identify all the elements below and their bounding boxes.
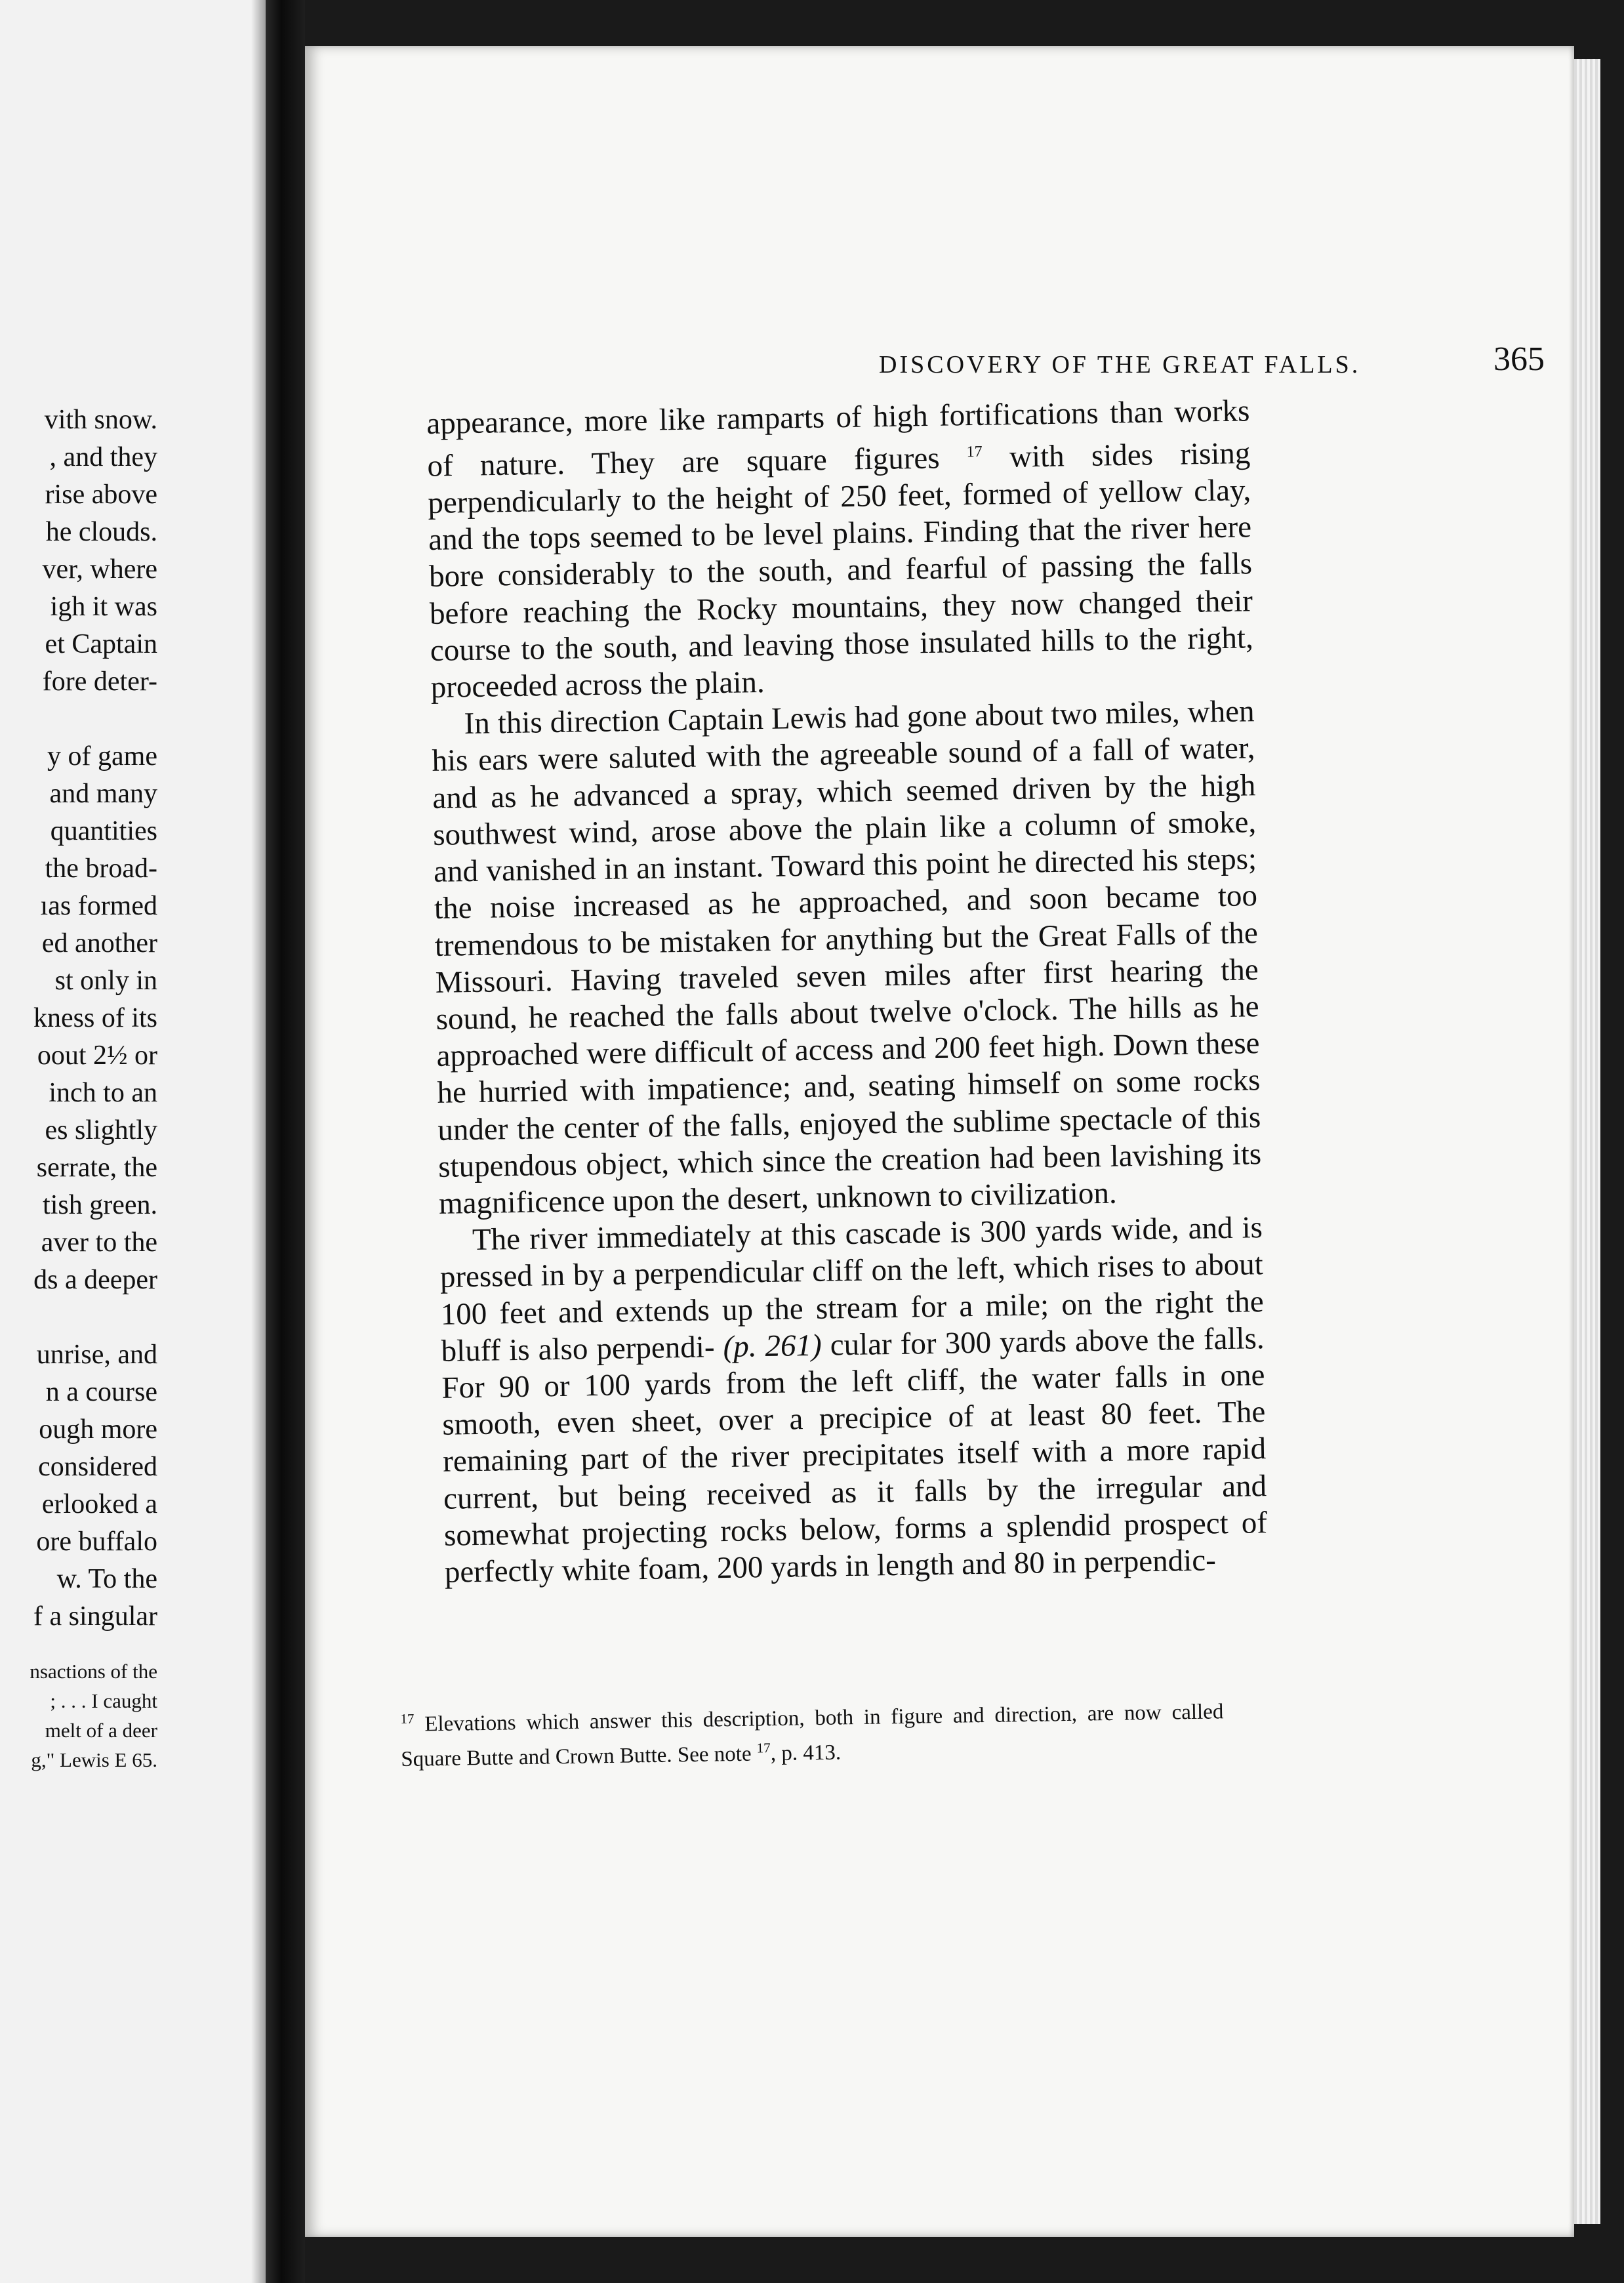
left-line: f a singular [33, 1601, 157, 1632]
left-line: n a course [45, 1377, 157, 1407]
paragraph-1-start: appearance, more like ramparts of high fortifications than works of nature. They are square figures [426, 394, 1250, 483]
right-page [305, 46, 1574, 2237]
left-line: erlooked a [41, 1489, 157, 1519]
running-head [590, 340, 1545, 392]
left-line: tish green. [43, 1190, 157, 1220]
paragraph-3 [439, 1209, 1269, 1591]
body-text [426, 392, 1268, 1591]
left-line: oout 2½ or [37, 1040, 157, 1071]
left-line: the broad- [45, 854, 157, 884]
footnote-ref: 17 [966, 443, 983, 461]
left-note-line: ; . . . I caught [50, 1689, 157, 1712]
left-line: and many [49, 779, 157, 809]
page-reference: (p. 261) [723, 1328, 822, 1364]
paragraph-1-end: with sides rising perpendicularly to the height of 250 feet, formed of yellow clay, and the tops seemed to be level plains. Finding that the river here bore considerably to the south, and fearful of passing the falls before reaching the Rocky mountains, they now changed their course to the south, and leaving those insulated hills to the right, proceeded across the plain. [427, 436, 1254, 705]
paragraph-3-end: cular for 300 yards above the falls. For 90 or 100 yards from the left cliff, the water falls in one smooth, even sheet, over a precipice of at least 80 feet. The remaining part of the river precipitates itself with a more rapid current, but being received as it falls by the irregular and somewhat projecting rocks below, forms a splendid prospect of perfectly white foam, 200 yards in length and 80 in perpendic- [441, 1321, 1268, 1590]
left-line: fore deter- [42, 667, 157, 697]
left-line: ough more [39, 1414, 157, 1445]
left-line: et Captain [45, 629, 157, 659]
left-line: considered [38, 1452, 157, 1482]
running-title: DISCOVERY OF THE GREAT FALLS. [879, 351, 1361, 379]
left-line: quantities [50, 816, 157, 846]
gutter-shadow [251, 0, 266, 2283]
left-line: he clouds. [45, 517, 157, 547]
left-note-line: melt of a deer [45, 1719, 157, 1742]
left-line: w. To the [56, 1564, 157, 1594]
left-line: ıas formed [40, 891, 157, 921]
left-page [0, 0, 266, 2283]
paragraph-2: In this direction Captain Lewis had gone about two miles, when his ears were saluted with the agreeable sound of a fall of water, and as he advanced a spray, which seemed driven by the high southwest wind, arose above the plain like a column of smoke, and vanished in an instant. Toward this point he directed his steps; the noise increased as he approached, and soon became too tremendous to be mistaken for anything but the Great Falls of the Missouri. Having traveled seven miles after first hearing the sound, he reached the falls about twelve o'clock. The hills as he approached were difficult of access and 200 feet high. Down these he hurried with impatience; and, seating himself on some rocks under the center of the falls, enjoyed the sublime spectacle of this stupendous object, which since the creation had been lavishing its magnificence upon the desert, unknown to civilization. [432, 694, 1262, 1221]
left-line: ore buffalo [36, 1527, 157, 1557]
left-page-footnotes [0, 1656, 157, 1775]
left-line: y of game [47, 741, 157, 771]
left-line: inch to an [49, 1078, 157, 1108]
footnote-mark: 17 [400, 1710, 415, 1727]
left-line: ds a deeper [33, 1265, 157, 1295]
left-page-text [0, 401, 157, 1635]
footnote-text-end: , p. 413. [770, 1740, 842, 1766]
left-line: st only in [54, 966, 157, 996]
left-line: , and they [49, 442, 157, 472]
footnote-note-ref: 17 [756, 1740, 771, 1756]
paragraph-3-start: The river immediately at this cascade is 300 yards wide, and is pressed in by a perpendicular cliff on the left, which rises to about 100 feet and extends up the stream for a mile; on the right the bluff is also perpendi- [439, 1210, 1265, 1368]
page-number: 365 [1493, 340, 1545, 378]
paragraph-gap [0, 1299, 157, 1336]
footnote-text-start: Elevations which answer this description, both in figure and direction, are now called Square Butte and Crown Butte. See note [401, 1700, 1224, 1771]
left-line: serrate, the [36, 1153, 157, 1183]
footnote [400, 1691, 1225, 1774]
paragraph-gap [0, 701, 157, 738]
left-line: vith snow. [44, 405, 157, 435]
left-line: igh it was [50, 592, 157, 622]
left-line: aver to the [41, 1227, 157, 1258]
left-line: kness of its [33, 1003, 157, 1033]
left-line: unrise, and [36, 1340, 157, 1370]
left-note-line: nsactions of the [30, 1660, 157, 1683]
left-line: es slightly [45, 1115, 157, 1145]
left-line: ed another [41, 928, 157, 958]
page-edge [1574, 59, 1600, 2224]
left-line: ver, where [42, 554, 157, 585]
left-note-line: g," Lewis E 65. [31, 1748, 157, 1771]
paragraph-1 [426, 392, 1254, 706]
left-line: rise above [45, 480, 157, 510]
book-spine [266, 0, 305, 2283]
